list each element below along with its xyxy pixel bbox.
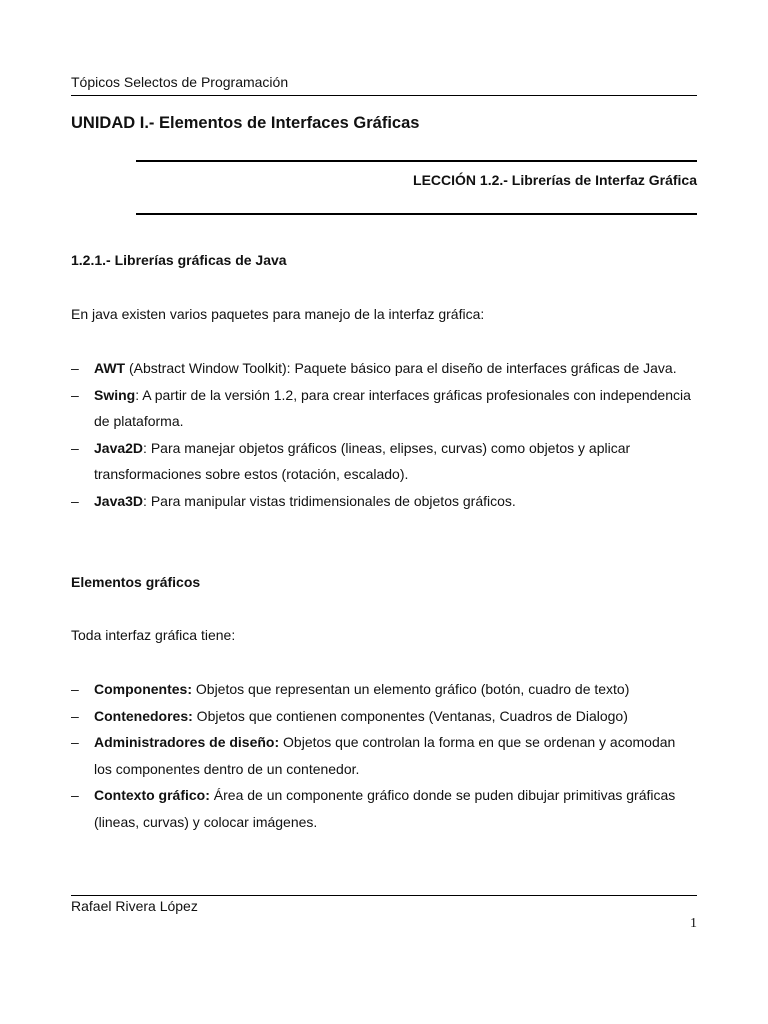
list-item bbox=[71, 488, 697, 515]
list-item-text: Objetos que representan un elemento gráfico (botón, cuadro de texto) bbox=[192, 681, 630, 697]
list-item-text: Objetos que controlan la forma en que se ordenan y acomodan los componentes dentro de un contenedor. bbox=[94, 734, 676, 777]
bullet-dash: – bbox=[71, 360, 79, 376]
list-item bbox=[71, 676, 697, 703]
list-item-text: : Para manipular vistas tridimensionales de objetos gráficos. bbox=[143, 492, 516, 509]
list-item bbox=[71, 703, 697, 730]
list-item-text: Objetos que contienen componentes (Ventanas, Cuadros de Dialogo) bbox=[192, 707, 628, 724]
elements-intro: Toda interfaz gráfica tiene: bbox=[71, 627, 236, 643]
bullet-dash: – bbox=[71, 492, 79, 509]
list-item bbox=[71, 435, 697, 488]
header-rule bbox=[71, 95, 697, 96]
list-item-term: AWT bbox=[94, 360, 126, 376]
list-item-term: Swing bbox=[94, 386, 136, 403]
course-header: Tópicos Selectos de Programación bbox=[71, 74, 289, 90]
footer-author: Rafael Rivera López bbox=[71, 898, 198, 914]
list-item-term: Componentes: bbox=[94, 681, 192, 697]
lesson-title: LECCIÓN 1.2.- Librerías de Interfaz Gráfica bbox=[413, 172, 697, 188]
section-title: 1.2.1.- Librerías gráficas de Java bbox=[71, 252, 287, 268]
libraries-list bbox=[71, 355, 697, 514]
list-item-term: Java3D bbox=[94, 492, 144, 509]
list-item bbox=[71, 355, 697, 382]
bullet-dash: – bbox=[71, 439, 79, 456]
elements-title: Elementos gráficos bbox=[71, 574, 201, 590]
list-item-term: Contexto gráfico: bbox=[94, 787, 210, 803]
lesson-rule-top bbox=[136, 160, 697, 162]
lesson-rule-bottom bbox=[136, 213, 697, 215]
page-number: 1 bbox=[690, 916, 697, 931]
list-item-text: Área de un componente gráfico donde se puden dibujar primitivas gráficas (lineas, curvas) y colocar imágenes. bbox=[94, 787, 676, 830]
list-item bbox=[71, 382, 697, 435]
unit-title: UNIDAD I.- Elementos de Interfaces Gráficas bbox=[71, 114, 420, 132]
bullet-dash: – bbox=[71, 681, 79, 697]
list-item bbox=[71, 729, 697, 782]
bullet-dash: – bbox=[71, 787, 79, 803]
list-item-term: Java2D bbox=[94, 439, 144, 456]
footer-rule bbox=[71, 895, 697, 896]
list-item-term: Administradores de diseño: bbox=[94, 734, 280, 750]
bullet-dash: – bbox=[71, 734, 79, 750]
bullet-dash: – bbox=[71, 386, 79, 403]
list-item-text: (Abstract Window Toolkit): Paquete básico para el diseño de interfaces gráficas de Java. bbox=[125, 360, 677, 376]
list-item bbox=[71, 782, 697, 835]
intro-paragraph: En java existen varios paquetes para manejo de la interfaz gráfica: bbox=[71, 306, 485, 322]
list-item-text: : Para manejar objetos gráficos (lineas, elipses, curvas) como objetos y aplicar transformaciones sobre estos (rotación, escalado). bbox=[94, 439, 631, 482]
list-item-text: : A partir de la versión 1.2, para crear interfaces gráficas profesionales con independencia de plataforma. bbox=[94, 386, 691, 429]
bullet-dash: – bbox=[71, 707, 79, 724]
elements-list bbox=[71, 676, 697, 835]
list-item-term: Contenedores: bbox=[94, 707, 193, 724]
